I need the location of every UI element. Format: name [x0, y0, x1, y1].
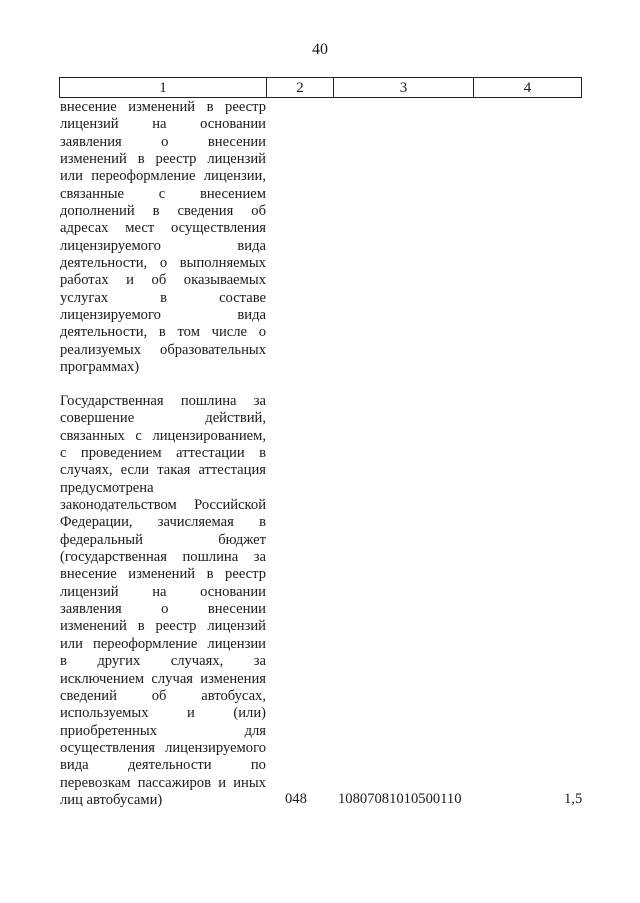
description-block-2	[60, 393, 266, 809]
word: том	[177, 324, 200, 341]
word: действий,	[205, 410, 266, 427]
table-header-col-4: 4	[523, 79, 532, 96]
word: используемых	[60, 705, 149, 722]
word: в	[60, 653, 67, 670]
text-line	[60, 532, 266, 549]
word: зачисляемая	[157, 514, 234, 531]
word: изменений	[60, 151, 127, 168]
word: переоформление	[91, 168, 196, 185]
word: в	[206, 566, 214, 583]
table-header-col-2: 2	[267, 78, 334, 97]
text-line	[60, 671, 266, 688]
text-line	[60, 186, 266, 203]
word: о	[258, 324, 266, 341]
text-line	[60, 342, 266, 359]
word: в	[160, 289, 168, 306]
word: об	[251, 203, 266, 220]
word: деятельности,	[60, 324, 148, 341]
word: случаях,	[170, 653, 224, 670]
word: лицензии,	[203, 168, 266, 185]
word: работах	[60, 272, 109, 289]
text-line	[60, 775, 266, 792]
word: или	[60, 168, 83, 185]
word: пошлина	[180, 393, 237, 409]
word: пассажиров	[137, 774, 211, 791]
text-line	[60, 584, 266, 601]
word: (или)	[233, 705, 266, 722]
word: внесение	[60, 99, 117, 115]
word: заявления	[60, 601, 122, 618]
word: бюджет	[218, 531, 266, 548]
text-line	[60, 272, 266, 289]
word: оказываемых	[183, 272, 266, 289]
word: с	[135, 427, 142, 444]
word: Государственная	[60, 393, 164, 409]
text-line	[60, 445, 266, 462]
word: лицензий	[60, 583, 119, 600]
word: случаях,	[60, 462, 113, 479]
text-line	[60, 168, 266, 185]
word: в	[259, 514, 266, 531]
word: составе	[219, 289, 266, 306]
word: сведений	[60, 687, 117, 704]
word: лицензий	[207, 151, 266, 168]
word: законодательством	[60, 497, 177, 514]
text-line	[60, 757, 266, 774]
text-line: лиц автобусами)	[60, 791, 163, 808]
text-line	[60, 618, 266, 635]
word: пошлина	[182, 549, 239, 566]
word: на	[152, 116, 167, 133]
word: приобретенных	[60, 722, 157, 739]
text-line	[60, 705, 266, 722]
word: о	[159, 255, 168, 272]
word: лицензии	[207, 635, 266, 652]
word: связанные	[60, 185, 125, 202]
word: о	[161, 133, 169, 150]
word: аттестации	[176, 445, 245, 462]
text-line	[60, 688, 266, 705]
word: такая	[157, 462, 191, 479]
word: или	[60, 635, 83, 652]
word: внесении	[207, 601, 266, 618]
table-header-col-1: 1	[60, 78, 267, 97]
word: в	[206, 99, 214, 115]
word: основании	[200, 116, 266, 133]
word: федеральный	[60, 531, 143, 548]
text-line	[60, 203, 266, 220]
word: иных	[233, 774, 266, 791]
text-line	[60, 151, 266, 168]
word: если	[120, 462, 150, 479]
word: и	[126, 272, 134, 289]
word: по	[250, 757, 266, 774]
word: деятельности,	[60, 255, 148, 272]
text-line	[60, 116, 266, 133]
word: совершение	[60, 410, 135, 427]
word: связанных	[60, 427, 125, 444]
word: Российской	[194, 497, 266, 514]
word: лицензированием,	[152, 427, 266, 444]
text-line	[60, 255, 266, 272]
word: реестр	[225, 99, 266, 115]
text-line	[60, 653, 266, 670]
word: (государственная	[60, 549, 167, 566]
text-line	[60, 566, 266, 583]
text-line	[60, 497, 266, 514]
word: услугах	[60, 289, 109, 306]
word: образовательных	[160, 341, 266, 358]
text-line	[60, 290, 266, 307]
word: за	[253, 653, 266, 670]
text-line: программах)	[60, 359, 140, 376]
word: реестр	[155, 151, 197, 168]
word: других	[97, 653, 141, 670]
word: вида	[237, 307, 266, 324]
word: для	[244, 722, 266, 739]
text-line	[60, 601, 266, 618]
word: и	[218, 774, 227, 791]
word: переоформление	[93, 635, 198, 652]
word: за	[253, 549, 266, 566]
word: изменений	[60, 618, 127, 635]
word: в	[137, 151, 145, 168]
word: случая	[151, 670, 194, 687]
word: в	[152, 203, 160, 220]
word: изменений	[128, 99, 196, 115]
word: выполняемых	[179, 255, 266, 272]
word: реестр	[225, 566, 266, 583]
word: о	[161, 601, 169, 618]
word: основании	[200, 583, 266, 600]
word: лицензий	[60, 116, 119, 133]
text-line	[60, 307, 266, 324]
word: лицензий	[207, 618, 266, 635]
table-header-row	[59, 77, 582, 98]
text-line	[60, 134, 266, 151]
word: в	[259, 445, 266, 462]
table-header-col-3: 3	[334, 78, 474, 97]
word: проведением	[80, 445, 162, 462]
word: внесение	[60, 566, 117, 583]
word: автобусах,	[201, 687, 266, 704]
text-line	[60, 723, 266, 740]
word: внесении	[207, 133, 266, 150]
text-line	[60, 410, 266, 427]
word: аттестация	[198, 462, 266, 479]
word: изменений	[128, 566, 196, 583]
word: с	[158, 185, 166, 202]
text-line	[60, 324, 266, 341]
word: внесением	[199, 185, 266, 202]
text-line	[60, 428, 266, 445]
word: реализуемых	[60, 341, 142, 358]
word: реестр	[155, 618, 197, 635]
word: осуществления	[60, 739, 155, 756]
word: перевозкам	[60, 774, 131, 791]
word: об	[151, 687, 167, 704]
word: изменения	[200, 670, 266, 687]
word: лицензируемого	[60, 237, 161, 254]
text-line	[60, 393, 266, 410]
text-line	[60, 740, 266, 757]
word: лицензируемого	[165, 739, 266, 756]
normative-value-cell: 1,5	[564, 791, 583, 807]
word: мест	[125, 220, 155, 237]
text-line	[60, 549, 266, 566]
word: в	[137, 618, 145, 635]
kbk-code-cell: 10807081010500110	[338, 791, 462, 807]
page-number: 40	[312, 41, 328, 58]
word: заявления	[60, 133, 122, 150]
admin-code-cell: 048	[285, 791, 307, 807]
word: исключением	[60, 670, 145, 687]
word: на	[152, 583, 167, 600]
text-line	[60, 238, 266, 255]
word: за	[253, 393, 266, 409]
word: вида	[237, 237, 266, 254]
word: вида	[60, 757, 89, 774]
description-block-1	[60, 99, 266, 377]
text-line	[60, 220, 266, 237]
word: и	[187, 705, 195, 722]
word: об	[151, 272, 167, 289]
word: сведения	[177, 203, 234, 220]
word: осуществления	[171, 220, 266, 237]
word: деятельности	[127, 757, 212, 774]
word: дополнений	[60, 203, 135, 220]
text-line	[60, 514, 266, 531]
text-line: предусмотрена	[60, 479, 154, 496]
word: адресах	[60, 220, 109, 237]
word: числе	[211, 324, 248, 341]
word: лицензируемого	[60, 307, 161, 324]
word: с	[60, 445, 67, 462]
text-line	[60, 462, 266, 479]
text-line	[60, 636, 266, 653]
word: Федерации,	[60, 514, 133, 531]
text-line	[60, 99, 266, 116]
word: в	[158, 324, 166, 341]
